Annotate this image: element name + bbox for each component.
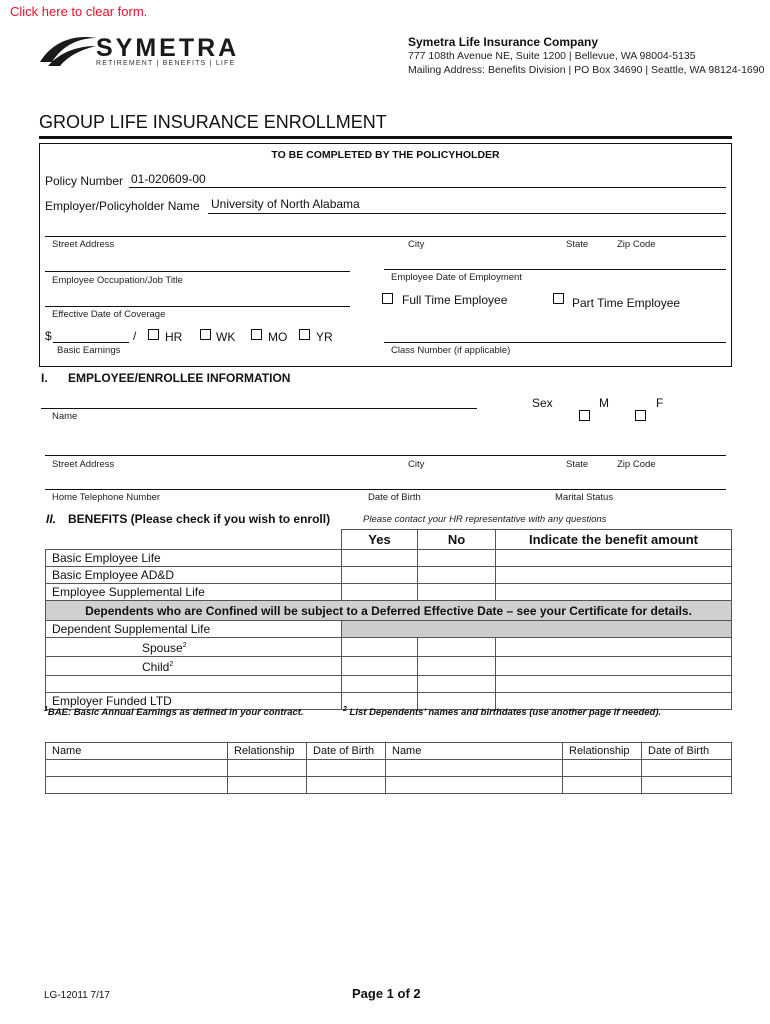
policy-number-label: Policy Number — [45, 174, 124, 188]
row-blank — [46, 676, 342, 693]
basic-earnings-label: Basic Earnings — [57, 345, 121, 356]
basic-add-yes[interactable] — [342, 567, 418, 584]
col-benefit-amount: Indicate the benefit amount — [496, 530, 732, 550]
blank-no[interactable] — [418, 676, 496, 693]
dep-cell[interactable] — [46, 760, 228, 777]
enrollee-name-line[interactable] — [41, 408, 477, 409]
hr-checkbox[interactable] — [148, 329, 159, 340]
dependents-list-table — [45, 742, 732, 794]
table-row — [46, 638, 732, 657]
table-row — [46, 584, 732, 601]
child-no[interactable] — [418, 657, 496, 676]
dollar-sign: $ — [45, 329, 52, 343]
employer-line — [208, 213, 726, 214]
sex-label: Sex — [532, 396, 553, 410]
row-basic-add: Basic Employee AD&D — [46, 567, 342, 584]
effective-date-line — [45, 306, 350, 307]
dep-col-relationship-2: Relationship — [563, 743, 642, 760]
basic-add-amount[interactable] — [496, 567, 732, 584]
title-divider — [39, 136, 732, 139]
benefits-header-blank — [46, 530, 342, 550]
blank-yes[interactable] — [342, 676, 418, 693]
child-footnote: 2 — [169, 661, 174, 668]
dep-cell[interactable] — [46, 777, 228, 794]
table-row — [46, 760, 732, 777]
part-time-checkbox[interactable] — [553, 293, 564, 304]
dep-cell[interactable] — [228, 777, 307, 794]
enrollee-name-label: Name — [52, 411, 78, 422]
employer-field[interactable]: University of North Alabama — [211, 197, 360, 211]
dependents-notice: Dependents who are Confined will be subject to a Deferred Effective Date – see your Certificate for details. — [46, 601, 732, 621]
clear-form-link[interactable]: Click here to clear form. — [10, 4, 148, 19]
symetra-logo — [38, 32, 240, 72]
logo-wordmark: SYMETRA — [96, 34, 240, 62]
benefits-table — [45, 529, 732, 710]
wk-checkbox[interactable] — [200, 329, 211, 340]
table-row — [46, 676, 732, 693]
sex-m-label: M — [599, 396, 609, 410]
hr-label: HR — [165, 330, 183, 344]
street-address-label: Street Address — [52, 239, 115, 250]
class-number-line[interactable] — [384, 342, 726, 343]
page-number: Page 1 of 2 — [352, 986, 421, 1001]
city-label: City — [408, 239, 425, 250]
employer-label: Employer/Policyholder Name — [45, 199, 200, 213]
spouse-amount[interactable] — [496, 638, 732, 657]
part-time-label: Part Time Employee — [572, 296, 681, 310]
zip-label: Zip Code — [617, 239, 656, 250]
row-dep-supp: Dependent Supplemental Life — [46, 621, 342, 638]
employment-date-label: Employee Date of Employment — [391, 272, 522, 283]
dep-col-relationship-1: Relationship — [228, 743, 307, 760]
supp-life-no[interactable] — [418, 584, 496, 601]
policyholder-heading: TO BE COMPLETED BY THE POLICYHOLDER — [271, 149, 500, 161]
basic-life-no[interactable] — [418, 550, 496, 567]
dependents-notice-row — [46, 601, 732, 621]
hr-contact-note: Please contact your HR representative with any questions — [363, 514, 607, 525]
spouse-yes[interactable] — [342, 638, 418, 657]
effective-date-label: Effective Date of Coverage — [52, 309, 166, 320]
full-time-checkbox[interactable] — [382, 293, 393, 304]
dependents-header-row — [46, 743, 732, 760]
state-label: State — [566, 239, 589, 250]
street-line — [45, 236, 726, 237]
dep-supp-shaded — [342, 621, 732, 638]
dep-col-dob-2: Date of Birth — [642, 743, 732, 760]
occupation-label: Employee Occupation/Job Title — [52, 275, 183, 286]
row-supp-life: Employee Supplemental Life — [46, 584, 342, 601]
section1-number: I. — [41, 371, 48, 385]
logo-tagline: RETIREMENT | BENEFITS | LIFE — [96, 60, 236, 67]
dep-cell[interactable] — [307, 777, 386, 794]
footnote-1-marker: 1 — [44, 706, 48, 713]
full-time-label: Full Time Employee — [402, 293, 508, 307]
table-row — [46, 567, 732, 584]
row-child — [46, 657, 342, 676]
footnote-dependents — [343, 706, 661, 718]
policy-number-field[interactable]: 01-020609-00 — [131, 172, 206, 186]
dep-cell[interactable] — [307, 760, 386, 777]
mo-checkbox[interactable] — [251, 329, 262, 340]
benefits-header-row — [46, 530, 732, 550]
spouse-no[interactable] — [418, 638, 496, 657]
mo-label: MO — [268, 330, 288, 344]
child-yes[interactable] — [342, 657, 418, 676]
table-row — [46, 657, 732, 676]
enrollee-phone-line[interactable] — [45, 489, 726, 490]
class-number-label: Class Number (if applicable) — [391, 345, 511, 356]
table-row — [46, 621, 732, 638]
dep-col-name-2: Name — [386, 743, 563, 760]
row-basic-life: Basic Employee Life — [46, 550, 342, 567]
wk-label: WK — [216, 330, 236, 344]
row-spouse — [46, 638, 342, 657]
sex-m-checkbox[interactable] — [579, 410, 590, 421]
row-ltd: Employer Funded LTD — [46, 693, 342, 710]
spouse-footnote: 2 — [182, 642, 187, 649]
enrollee-street-line[interactable] — [45, 455, 726, 456]
dep-col-dob-1: Date of Birth — [307, 743, 386, 760]
footnote-2-marker: 2 — [343, 706, 347, 713]
company-mailing-address: Mailing Address: Benefits Division | PO Box 34690 | Seattle, WA 98124-1690 — [408, 64, 765, 76]
dep-cell[interactable] — [642, 777, 732, 794]
policy-number-line — [129, 187, 726, 188]
form-title: GROUP LIFE INSURANCE ENROLLMENT — [39, 112, 387, 132]
col-yes: Yes — [342, 530, 418, 550]
dep-cell[interactable] — [228, 760, 307, 777]
child-amount[interactable] — [496, 657, 732, 676]
table-row — [46, 777, 732, 794]
sex-f-checkbox[interactable] — [635, 410, 646, 421]
company-name: Symetra Life Insurance Company — [408, 35, 599, 49]
spouse-label: Spouse — [142, 641, 183, 655]
dep-col-name-1: Name — [46, 743, 228, 760]
yr-label: YR — [316, 330, 333, 344]
sex-f-label: F — [656, 396, 664, 410]
occupation-line — [45, 271, 350, 272]
basic-add-no[interactable] — [418, 567, 496, 584]
child-label: Child — [142, 660, 170, 674]
dep-cell[interactable] — [563, 777, 642, 794]
employment-date-line — [384, 269, 726, 270]
enrollee-zip-label: Zip Code — [617, 459, 656, 470]
basic-life-amount[interactable] — [496, 550, 732, 567]
enrollee-street-label: Street Address — [52, 459, 115, 470]
yr-checkbox[interactable] — [299, 329, 310, 340]
swoosh-icon — [38, 32, 98, 70]
section1-title: EMPLOYEE/ENROLLEE INFORMATION — [68, 371, 291, 385]
footnote-2-text: List Dependents’ names and birthdates (use another page if needed). — [349, 707, 662, 719]
col-no: No — [418, 530, 496, 550]
enrollee-dob-label: Date of Birth — [368, 492, 421, 503]
dep-cell[interactable] — [563, 760, 642, 777]
footnote-bae — [44, 706, 304, 718]
form-code: LG-12011 7/17 — [44, 990, 110, 1001]
home-phone-label: Home Telephone Number — [52, 492, 161, 503]
basic-life-yes[interactable] — [342, 550, 418, 567]
dep-cell[interactable] — [642, 760, 732, 777]
section2-title: BENEFITS (Please check if you wish to enroll) — [68, 512, 331, 526]
company-address: 777 108th Avenue NE, Suite 1200 | Bellevue, WA 98004-5135 — [408, 50, 696, 62]
enrollee-city-label: City — [408, 459, 425, 470]
blank-amount[interactable] — [496, 676, 732, 693]
table-row — [46, 550, 732, 567]
supp-life-yes[interactable] — [342, 584, 418, 601]
supp-life-amount[interactable] — [496, 584, 732, 601]
earnings-slash: / — [133, 329, 137, 343]
enrollee-state-label: State — [566, 459, 589, 470]
footnote-1-text: BAE: Basic Annual Earnings as defined in your contract. — [47, 707, 304, 719]
basic-earnings-line[interactable] — [53, 342, 129, 343]
section2-number: II. — [46, 512, 57, 526]
dep-cell[interactable] — [386, 777, 563, 794]
marital-status-label: Marital Status — [555, 492, 614, 503]
dep-cell[interactable] — [386, 760, 563, 777]
